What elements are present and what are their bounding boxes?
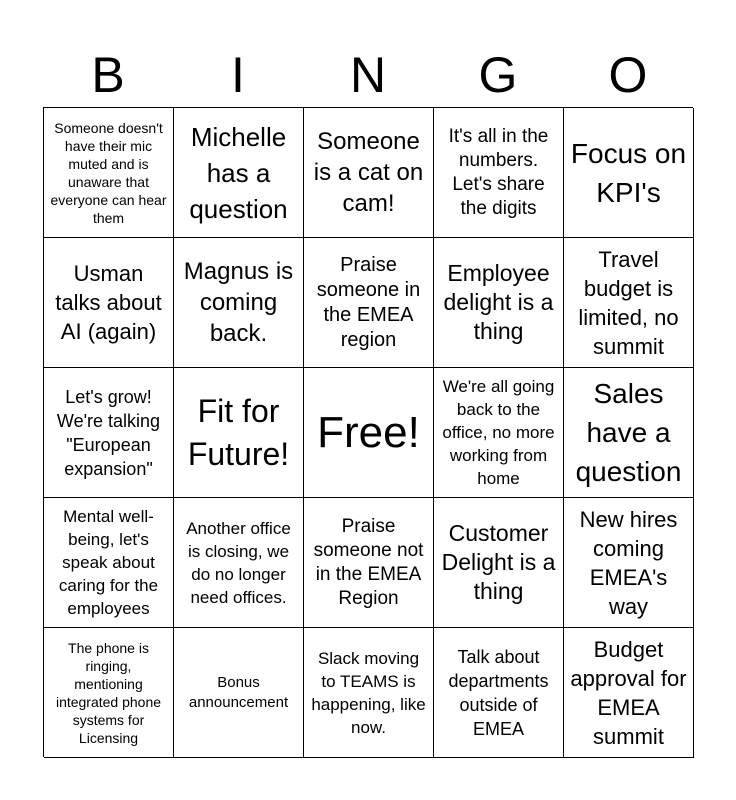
- bingo-cell-3-3[interactable]: [304, 368, 434, 498]
- cell-text: Someone doesn't have their mic muted and is unaware that everyone can hear them: [50, 119, 167, 226]
- cell-text: The phone is ringing, mentioning integrated phone systems for Licensing: [55, 639, 162, 746]
- cell-text: Customer Delight is a thing: [441, 520, 556, 604]
- bingo-cell-4-2[interactable]: [174, 498, 304, 628]
- bingo-cell-1-3[interactable]: [304, 108, 434, 238]
- cell-text: Bonus announcement: [188, 673, 289, 711]
- cell-text: Focus on KPI's: [570, 137, 687, 208]
- cell-text: Mental well-being, let's speak about caring for the employees: [58, 507, 159, 618]
- cell-text: Talk about departments outside of EMEA: [448, 646, 549, 739]
- bingo-cell-3-1[interactable]: [44, 368, 174, 498]
- cell-text: Sales have a question: [575, 378, 682, 487]
- header-letter-b: B: [91, 47, 125, 103]
- cell-text: Another office is closing, we do no longer need offices.: [186, 518, 291, 607]
- bingo-cell-5-3[interactable]: [304, 628, 434, 758]
- cell-text: Usman talks about AI (again): [55, 261, 162, 344]
- cell-text: Let's grow! We're talking "European expansion": [56, 386, 161, 479]
- bingo-cell-5-4[interactable]: [434, 628, 564, 758]
- bingo-cell-2-5[interactable]: [564, 238, 694, 368]
- bingo-cell-5-5[interactable]: [564, 628, 694, 758]
- cell-text: Praise someone in the EMEA region: [316, 253, 421, 351]
- cell-text: Michelle has a question: [189, 121, 288, 224]
- bingo-cell-2-2[interactable]: [174, 238, 304, 368]
- bingo-cell-5-1[interactable]: [44, 628, 174, 758]
- bingo-cell-3-4[interactable]: [434, 368, 564, 498]
- bingo-card-grid: [43, 107, 693, 757]
- cell-text: Praise someone not in the EMEA Region: [313, 515, 424, 609]
- cell-text: Travel budget is limited, no summit: [578, 246, 679, 359]
- bingo-cell-5-2[interactable]: [174, 628, 304, 758]
- cell-text: New hires coming EMEA's way: [579, 506, 678, 619]
- bingo-cell-4-3[interactable]: [304, 498, 434, 628]
- bingo-cell-1-1[interactable]: [44, 108, 174, 238]
- bingo-header: [43, 42, 693, 108]
- cell-text: Fit for Future!: [187, 392, 290, 472]
- bingo-cell-1-2[interactable]: [174, 108, 304, 238]
- bingo-cell-3-2[interactable]: [174, 368, 304, 498]
- header-letter-n: N: [349, 47, 387, 103]
- header-letter-g: G: [478, 47, 518, 103]
- bingo-cell-4-4[interactable]: [434, 498, 564, 628]
- cell-text: It's all in the numbers. Let's share the digits: [448, 125, 549, 219]
- header-letter-i: I: [231, 47, 245, 103]
- bingo-cell-1-4[interactable]: [434, 108, 564, 238]
- bingo-cell-2-3[interactable]: [304, 238, 434, 368]
- bingo-cell-2-1[interactable]: [44, 238, 174, 368]
- cell-text: We're all going back to the office, no more working from home: [442, 377, 555, 488]
- cell-text: Employee delight is a thing: [443, 260, 554, 344]
- bingo-cell-4-1[interactable]: [44, 498, 174, 628]
- cell-text: Magnus is coming back.: [183, 258, 294, 347]
- header-letter-o: O: [608, 47, 648, 103]
- bingo-cell-1-5[interactable]: [564, 108, 694, 238]
- bingo-cell-4-5[interactable]: [564, 498, 694, 628]
- cell-text: Slack moving to TEAMS is happening, like now.: [311, 648, 426, 737]
- bingo-cell-3-5[interactable]: [564, 368, 694, 498]
- bingo-cell-2-4[interactable]: [434, 238, 564, 368]
- cell-text: Budget approval for EMEA summit: [570, 636, 687, 749]
- free-space: Free!: [317, 407, 420, 457]
- cell-text: Someone is a cat on cam!: [313, 128, 424, 217]
